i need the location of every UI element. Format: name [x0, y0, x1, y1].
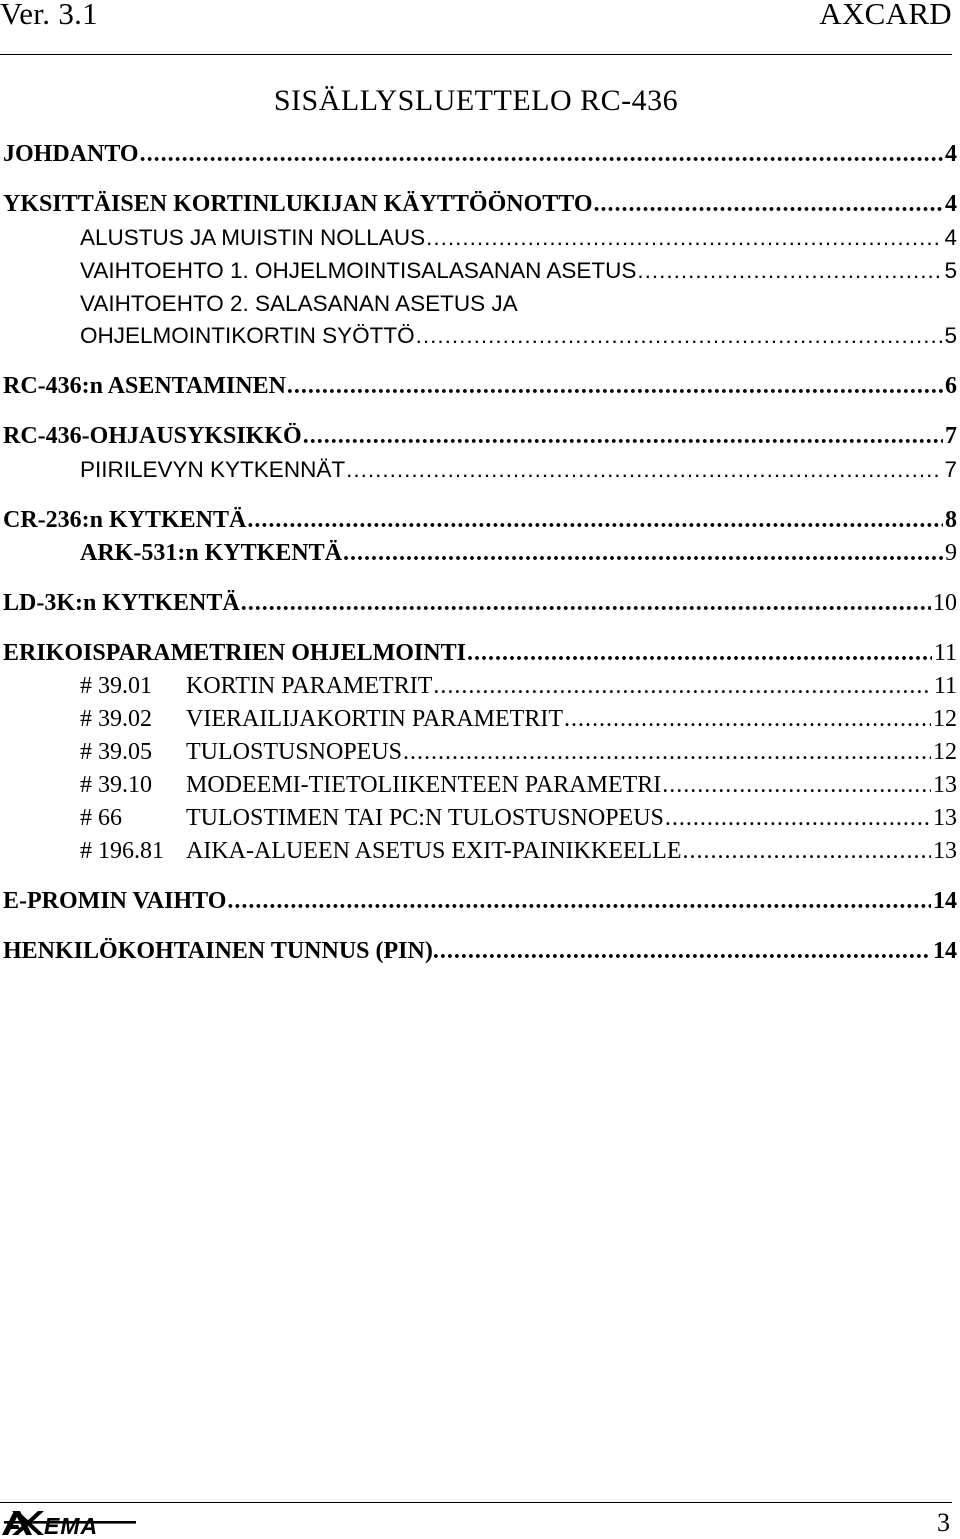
param-code: # 66	[80, 805, 122, 831]
toc-entry-39-10[interactable]: # 39.10 MODEEMI-TIETOLIIKENTEEN PARAMETRI ..... 13	[80, 772, 957, 799]
toc-entry-ld-3k[interactable]: LD-3K:n KYTKENTÄ ..... 10	[3, 590, 957, 617]
toc-entry-cr-236[interactable]: CR-236:n KYTKENTÄ ..... 8	[3, 507, 957, 534]
page-number: 3	[937, 1508, 950, 1537]
toc-entry-kayttoonotto[interactable]: YKSITTÄISEN KORTINLUKIJAN KÄYTTÖÖNOTTO ..... 4	[3, 191, 957, 218]
toc-entry-196-81[interactable]: # 196.81 AIKA-ALUEEN ASETUS EXIT-PAINIKKEELLE ..... 13	[80, 838, 957, 865]
toc-entry-ark-531[interactable]: ARK-531:n KYTKENTÄ ..... 9	[80, 540, 957, 567]
toc-entry-ohjausyksikko[interactable]: RC-436-OHJAUSYKSIKKÖ ..... 7	[3, 423, 957, 450]
header-brand: AXCARD	[819, 0, 952, 31]
page-title: SISÄLLYSLUETTELO RC-436	[273, 84, 679, 117]
toc-entry-piirilevyn-kytkennat[interactable]: PIIRILEVYN KYTKENNÄT ..... 7	[80, 457, 957, 483]
axema-logo	[0, 1505, 138, 1537]
header-version: Ver. 3.1	[0, 0, 98, 31]
param-code: # 196.81	[80, 838, 164, 864]
toc-entry-e-promin-vaihto[interactable]: E-PROMIN VAIHTO ..... 14	[3, 888, 957, 915]
svg-text:EMA: EMA	[44, 1513, 99, 1537]
toc-entry-vaihtoehto-2-line1[interactable]: VAIHTOEHTO 2. SALASANAN ASETUS JA	[80, 291, 518, 316]
toc-entry-asentaminen[interactable]: RC-436:n ASENTAMINEN ..... 6	[3, 373, 957, 400]
param-code: # 39.01	[80, 673, 152, 699]
param-code: # 39.05	[80, 739, 152, 765]
toc-entry-39-02[interactable]: # 39.02 VIERAILIJAKORTIN PARAMETRIT ..... 12	[80, 706, 957, 733]
toc-entry-39-01[interactable]: # 39.01 KORTIN PARAMETRIT ..... 11	[80, 673, 957, 700]
toc-entry-erikoisparametrit[interactable]: ERIKOISPARAMETRIEN OHJELMOINTI ..... 11	[3, 640, 957, 667]
toc-entry-alustus[interactable]: ALUSTUS JA MUISTIN NOLLAUS ..... 4	[80, 225, 957, 251]
footer-divider	[0, 1502, 952, 1503]
toc-entry-pin[interactable]: HENKILÖKOHTAINEN TUNNUS (PIN). ..... 14	[3, 938, 957, 965]
toc-entry-vaihtoehto-2[interactable]: OHJELMOINTIKORTIN SYÖTTÖ ..... 5	[80, 323, 957, 349]
param-code: # 39.02	[80, 706, 152, 732]
toc-entry-66[interactable]: # 66 TULOSTIMEN TAI PC:N TULOSTUSNOPEUS ..... 13	[80, 805, 957, 832]
toc-entry-johdanto[interactable]: JOHDANTO ..... 4	[3, 141, 957, 168]
toc-entry-vaihtoehto-1[interactable]: VAIHTOEHTO 1. OHJELMOINTISALASANAN ASETUS ..... 5	[80, 258, 957, 284]
param-code: # 39.10	[80, 772, 152, 798]
toc-entry-39-05[interactable]: # 39.05 TULOSTUSNOPEUS ..... 12	[80, 739, 957, 766]
